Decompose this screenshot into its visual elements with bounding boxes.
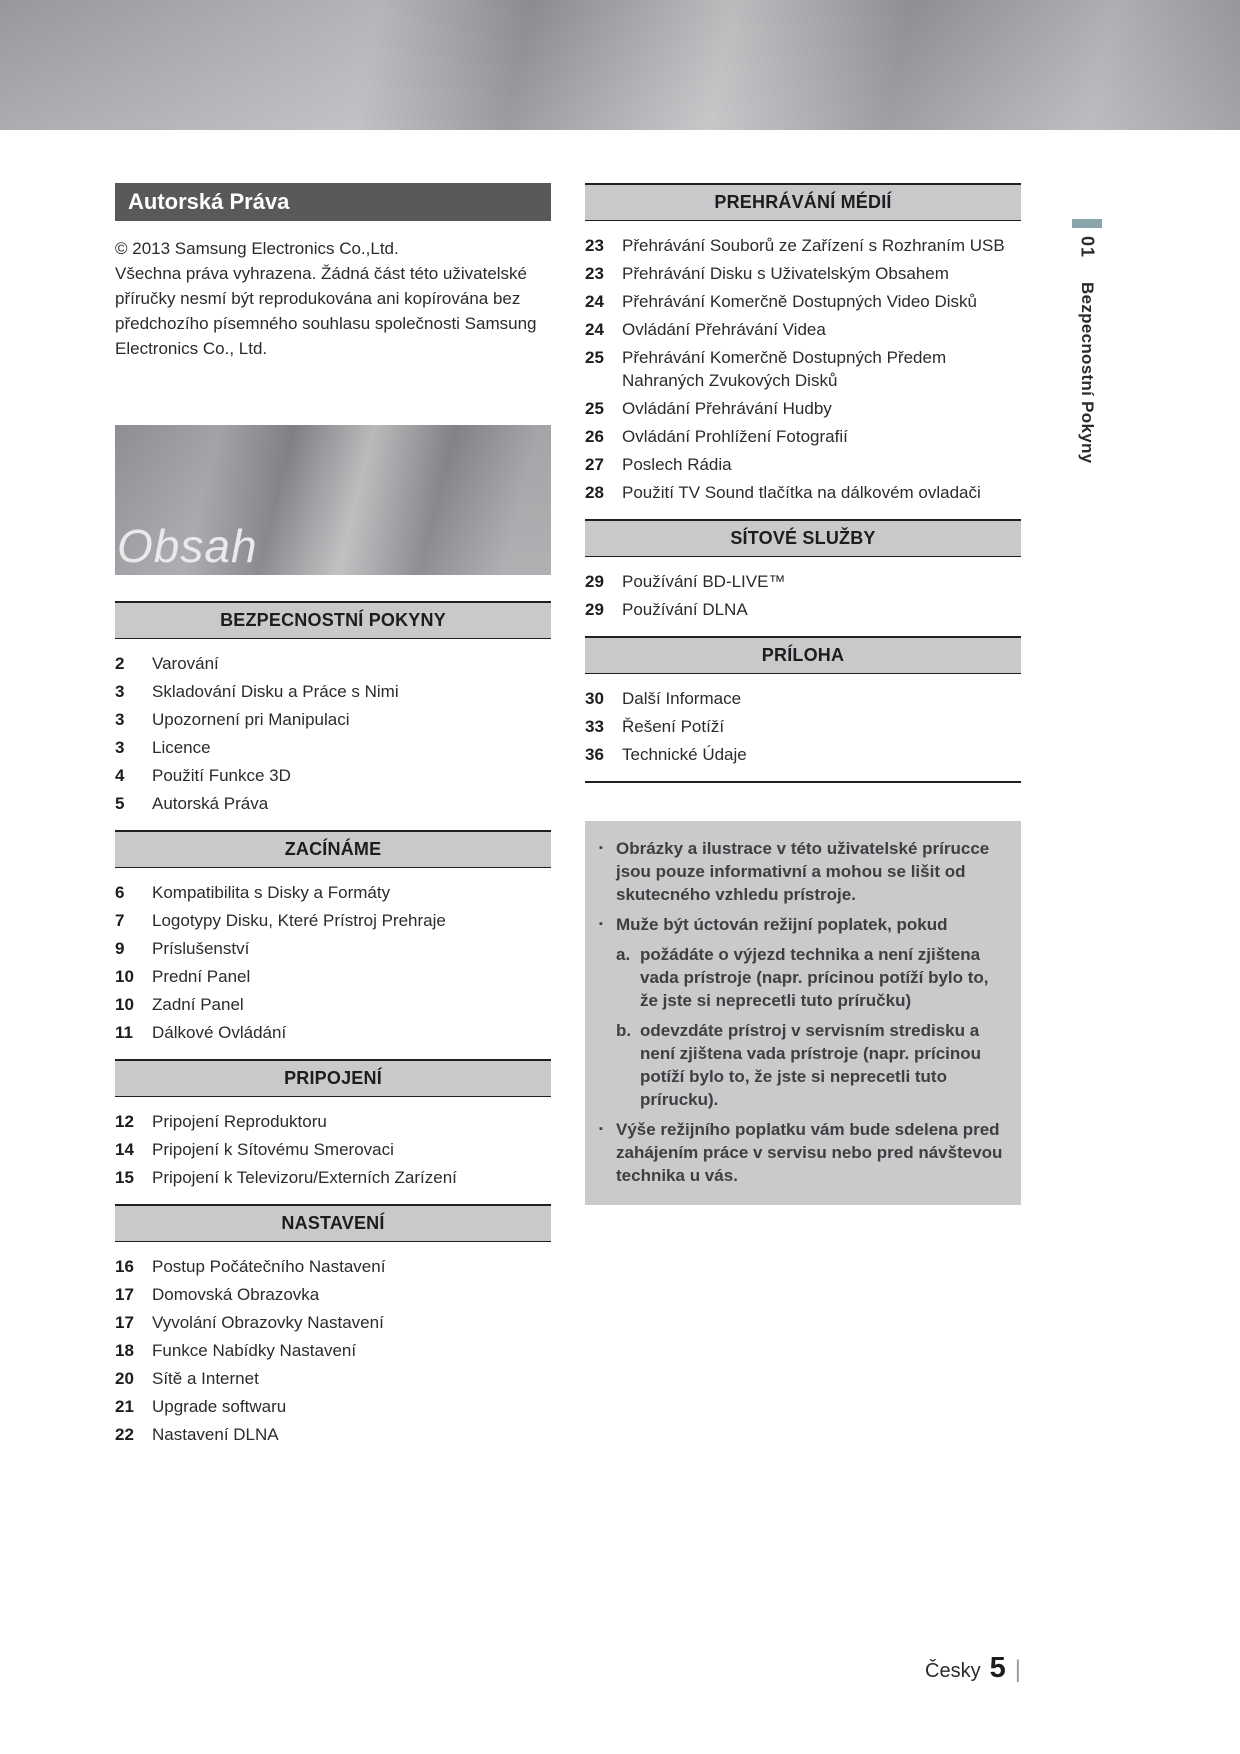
toc-entry (585, 288, 1021, 315)
toc-entry (115, 879, 551, 906)
toc-entry-label: Domovská Obrazovka (152, 1285, 320, 1304)
toc-entry-page: 28 (585, 483, 604, 502)
toc-section-list (115, 868, 551, 1059)
toc-entry-page: 7 (115, 911, 125, 930)
toc-entry (585, 395, 1021, 422)
toc-section-list (115, 639, 551, 830)
toc-section-header: BEZPECNOSTNÍ POKYNY (115, 601, 551, 639)
toc-entry-label: Pripojení k Sítovému Smerovaci (152, 1140, 394, 1159)
note-item-text: Výše režijního poplatku vám bude sdelena pred zahájením práce v servisu nebo pred návštevou technika u vás. (616, 1120, 1003, 1185)
toc-entry-label: Licence (152, 738, 211, 757)
toc-entry (115, 1365, 551, 1392)
toc-entry-label: Pripojení Reproduktoru (152, 1112, 327, 1131)
toc-entry (115, 1309, 551, 1336)
toc-entry (115, 1253, 551, 1280)
toc-entry (115, 991, 551, 1018)
toc-entry (115, 790, 551, 817)
toc-entry (115, 1108, 551, 1135)
toc-entry (585, 316, 1021, 343)
toc-section-header: NASTAVENÍ (115, 1204, 551, 1242)
toc-entry-label: Vyvolání Obrazovky Nastavení (152, 1313, 384, 1332)
toc-entry-label: Přehrávání Souborů ze Zařízení s Rozhraním USB (622, 236, 1005, 255)
toc-entry-label: Sítě a Internet (152, 1369, 259, 1388)
note-subitem-text: požádáte o výjezd technika a není zjištena vada prístroje (napr. prícinou potíží bylo to, že jste si neprecetli tuto príručku) (640, 945, 989, 1010)
left-column (115, 183, 551, 1461)
toc-entry-label: Použití Funkce 3D (152, 766, 291, 785)
copyright-section-title: Autorská Práva (115, 183, 551, 221)
note-item-text: Obrázky a ilustrace v této uživatelské prírucce jsou pouze informativní a mohou se lišit od skutecného vzhledu prístroje. (616, 839, 990, 904)
note-subitem-marker: b. (616, 1021, 632, 1040)
copyright-line1: © 2013 Samsung Electronics Co.,Ltd. (115, 239, 399, 258)
copyright-body: Všechna práva vyhrazena. Žádná část této uživatelské příručky nesmí být reprodukována ani kopírována bez předchozího písemného souhlasu společnosti Samsung Electronics Co., Ltd. (115, 264, 537, 358)
square-bullet-icon: ▪ (599, 842, 603, 854)
toc-section-list (585, 557, 1021, 636)
toc-entry-label: Nastavení DLNA (152, 1425, 279, 1444)
toc-entry-label: Upozornení pri Manipulaci (152, 710, 350, 729)
toc-entry-page: 6 (115, 883, 125, 902)
toc-section-header: PRIPOJENÍ (115, 1059, 551, 1097)
toc-entry-page: 23 (585, 236, 604, 255)
toc-entry-page: 33 (585, 717, 604, 736)
toc-section-list (115, 1242, 551, 1461)
toc-entry (115, 1019, 551, 1046)
square-bullet-icon: ▪ (599, 918, 603, 930)
chapter-side-tab (1072, 219, 1102, 463)
note-item (599, 913, 1007, 936)
chapter-tab-bar (1072, 219, 1102, 228)
toc-entry-label: Použití TV Sound tlačítka na dálkovém ovladači (622, 483, 981, 502)
toc-entry-page: 20 (115, 1369, 134, 1388)
toc-entry-label: Prední Panel (152, 967, 251, 986)
square-bullet-icon: ▪ (599, 1123, 603, 1135)
toc-entry-label: Autorská Práva (152, 794, 269, 813)
toc-entry-page: 11 (115, 1023, 133, 1042)
toc-entry-page: 26 (585, 427, 604, 446)
toc-entry (585, 479, 1021, 506)
toc-entry-page: 5 (115, 794, 125, 813)
toc-entry-label: Používání BD-LIVE™ (622, 572, 786, 591)
toc-entry (115, 762, 551, 789)
toc-entry-page: 2 (115, 654, 125, 673)
toc-entry (115, 963, 551, 990)
toc-entry-label: Príslušenství (152, 939, 250, 958)
toc-entry-page: 3 (115, 738, 125, 757)
toc-entry-label: Používání DLNA (622, 600, 748, 619)
toc-entry (115, 734, 551, 761)
toc-entry-label: Postup Počátečního Nastavení (152, 1257, 386, 1276)
toc-entry-label: Ovládání Přehrávání Videa (622, 320, 826, 339)
toc-entry-label: Přehrávání Disku s Uživatelským Obsahem (622, 264, 949, 283)
page-footer (925, 1652, 1021, 1685)
toc-entry (585, 596, 1021, 623)
chapter-title-vertical: Bezpecnostní Pokyny (1078, 282, 1097, 464)
toc-entry-label: Varování (152, 654, 219, 673)
toc-entry-page: 14 (115, 1140, 134, 1159)
contents-banner-image (115, 425, 551, 575)
note-item-text: Muže být úctován režijní poplatek, pokud (616, 915, 948, 934)
toc-entry-page: 17 (115, 1313, 134, 1332)
toc-entry-page: 22 (115, 1425, 134, 1444)
footer-language: Česky (925, 1660, 981, 1682)
toc-entry-label: Logotypy Disku, Které Prístroj Prehraje (152, 911, 446, 930)
footer-page-number: 5 (989, 1652, 1006, 1684)
toc-entry (585, 741, 1021, 768)
toc-entry-label: Přehrávání Komerčně Dostupných Předem Nahraných Zvukových Disků (622, 348, 947, 390)
toc-entry-label: Ovládání Prohlížení Fotografií (622, 427, 848, 446)
toc-entry (585, 713, 1021, 740)
toc-entry-page: 25 (585, 348, 604, 367)
toc-entry (115, 1136, 551, 1163)
note-item (599, 1118, 1007, 1187)
toc-entry (585, 568, 1021, 595)
toc-entry-page: 3 (115, 682, 125, 701)
toc-right-sections (585, 183, 1021, 781)
toc-entry-page: 3 (115, 710, 125, 729)
note-subitem (616, 1019, 1007, 1111)
toc-entry (115, 1337, 551, 1364)
toc-section-list (115, 1097, 551, 1204)
toc-entry-label: Kompatibilita s Disky a Formáty (152, 883, 391, 902)
toc-entry-page: 9 (115, 939, 125, 958)
toc-entry (115, 1164, 551, 1191)
toc-entry-page: 12 (115, 1112, 134, 1131)
toc-entry-page: 18 (115, 1341, 134, 1360)
note-subitem-marker: a. (616, 945, 631, 964)
toc-entry (585, 232, 1021, 259)
copyright-text (115, 236, 551, 361)
toc-entry (115, 650, 551, 677)
toc-entry-page: 25 (585, 399, 604, 418)
toc-entry-page: 15 (115, 1168, 134, 1187)
toc-left-sections (115, 601, 551, 1461)
toc-entry-page: 21 (115, 1397, 134, 1416)
toc-entry-label: Další Informace (622, 689, 742, 708)
toc-section-header: ZACÍNÁME (115, 830, 551, 868)
note-subitem-text: odevzdáte prístroj v servisním stredisku a není zjištena vada prístroje (napr. prícinou potíží bylo to, že jste si neprecetli tuto prírucku). (640, 1021, 982, 1109)
toc-entry-page: 30 (585, 689, 604, 708)
toc-entry-page: 27 (585, 455, 604, 474)
toc-entry-page: 24 (585, 292, 604, 311)
toc-entry-label: Upgrade softwaru (152, 1397, 287, 1416)
toc-entry-label: Řešení Potíží (622, 717, 725, 736)
toc-entry-page: 36 (585, 745, 604, 764)
toc-entry-page: 4 (115, 766, 125, 785)
toc-entry-label: Poslech Rádia (622, 455, 732, 474)
toc-entry-label: Ovládání Přehrávání Hudby (622, 399, 832, 418)
toc-entry (585, 423, 1021, 450)
toc-entry-label: Přehrávání Komerčně Dostupných Video Disků (622, 292, 977, 311)
contents-heading: Obsah (117, 520, 258, 572)
toc-entry-page: 29 (585, 572, 604, 591)
toc-section-header: SÍTOVÉ SLUŽBY (585, 519, 1021, 557)
toc-entry-label: Technické Údaje (622, 745, 747, 764)
toc-entry-label: Dálkové Ovládání (152, 1023, 287, 1042)
toc-entry-page: 23 (585, 264, 604, 283)
toc-entry (585, 451, 1021, 478)
note-box (585, 821, 1021, 1205)
note-item (599, 837, 1007, 906)
toc-entry (115, 935, 551, 962)
right-column (585, 183, 1021, 1205)
toc-entry (115, 706, 551, 733)
chapter-number: 01 (1077, 236, 1098, 259)
toc-entry-page: 10 (115, 995, 134, 1014)
toc-entry (115, 907, 551, 934)
toc-closing-rule (585, 781, 1021, 783)
toc-section-list (585, 674, 1021, 781)
toc-section-header: PRÍLOHA (585, 636, 1021, 674)
toc-entry-label: Funkce Nabídky Nastavení (152, 1341, 357, 1360)
toc-entry-page: 16 (115, 1257, 134, 1276)
toc-entry (585, 685, 1021, 712)
toc-section-list (585, 221, 1021, 519)
toc-entry (585, 260, 1021, 287)
note-subitem (616, 943, 1007, 1012)
toc-entry-page: 24 (585, 320, 604, 339)
footer-divider: | (1014, 1656, 1021, 1683)
toc-entry-page: 10 (115, 967, 134, 986)
toc-entry-page: 29 (585, 600, 604, 619)
toc-entry (115, 678, 551, 705)
toc-entry-label: Skladování Disku a Práce s Nimi (152, 682, 399, 701)
toc-entry-label: Pripojení k Televizoru/Externích Zarízení (152, 1168, 457, 1187)
toc-entry (115, 1421, 551, 1448)
toc-entry-page: 17 (115, 1285, 134, 1304)
toc-entry (115, 1281, 551, 1308)
toc-section-header: PREHRÁVÁNÍ MÉDIÍ (585, 183, 1021, 221)
toc-entry-label: Zadní Panel (152, 995, 244, 1014)
header-banner-image (0, 0, 1240, 130)
toc-entry (585, 344, 1021, 394)
toc-entry (115, 1393, 551, 1420)
